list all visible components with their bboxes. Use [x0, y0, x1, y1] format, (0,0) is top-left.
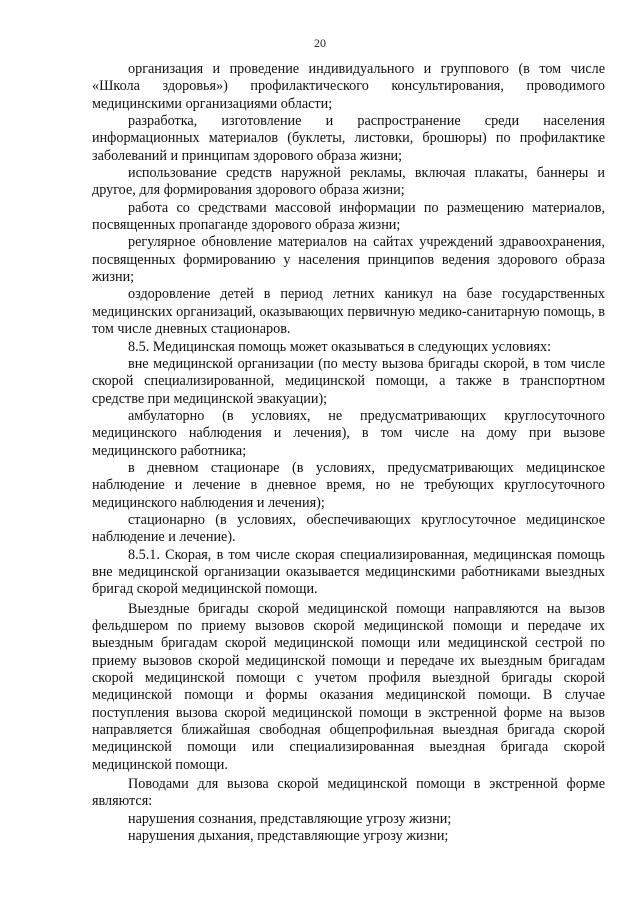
paragraph: 8.5. Медицинская помощь может оказываться в следующих условиях: — [128, 338, 552, 355]
paragraph: стационарно (в условиях, обеспечивающих круглосуточное медицинское наблюдение и лечение). — [92, 511, 605, 546]
paragraph: в дневном стационаре (в условиях, предусматривающих медицинское наблюдение и лечение в дневное время, но не требующих круглосуточного медицинского наблюдения и лечения); — [92, 459, 605, 511]
paragraph: нарушения дыхания, представляющие угрозу жизни; — [128, 828, 449, 845]
paragraph: работа со средствами массовой информации по размещению материалов, посвященных пропаганде здорового образа жизни; — [92, 199, 605, 234]
paragraph: Выездные бригады скорой медицинской помощи направляются на вызов фельдшером по приему вызовов скорой медицинской помощи и передаче их выездным бригадам скорой медицинской помощи или медицинской сестрой по приему вызовов скорой медицинской помощи и передаче их выездным бригадам скорой медицинской помощи с учетом профиля выездной бригады скорой медицинской помощи и формы оказания медицинской помощи. В случае поступления вызова скорой медицинской помощи в экстренной форме на вызов направляется ближайшая свободная общепрофильная выездная бригада скорой медицинской помощи или специализированная выездная бригада скорой медицинской помощи. — [92, 600, 605, 773]
paragraph: нарушения сознания, представляющие угрозу жизни; — [128, 810, 452, 827]
paragraph: амбулаторно (в условиях, не предусматривающих круглосуточного медицинского наблюдения и лечения), в том числе на дому при вызове медицинского работника; — [92, 407, 605, 459]
paragraph: 8.5.1. Скорая, в том числе скорая специализированная, медицинская помощь вне медицинской организации оказывается медицинскими работниками выездных бригад скорой медицинской помощи. — [92, 546, 605, 598]
page-number: 20 — [314, 36, 326, 50]
paragraph: оздоровление детей в период летних каникул на базе государственных медицинских организаций, оказывающих первичную медико-санитарную помощь, в том числе дневных стационаров. — [92, 286, 605, 338]
paragraph: организация и проведение индивидуального и группового (в том числе «Школа здоровья») профилактического консультирования, проводимого медицинскими организациями области; — [92, 61, 605, 112]
paragraph: Поводами для вызова скорой медицинской помощи в экстренной форме являются: — [92, 776, 605, 810]
document-body — [92, 61, 605, 845]
paragraph: регулярное обновление материалов на сайтах учреждений здравоохранения, посвященных формированию у населения принципов ведения здорового образа жизни; — [92, 234, 605, 286]
paragraph: разработка, изготовление и распространение среди населения информационных материалов (буклеты, листовки, брошюры) по профилактике заболеваний и принципам здорового образа жизни; — [92, 113, 605, 164]
paragraph: использование средств наружной рекламы, включая плакаты, баннеры и другое, для формирования здорового образа жизни; — [92, 165, 605, 199]
paragraph: вне медицинской организации (по месту вызова бригады скорой, в том числе скорой специализированной, медицинской помощи, а также в транспортном средстве при медицинской эвакуации); — [92, 355, 605, 407]
